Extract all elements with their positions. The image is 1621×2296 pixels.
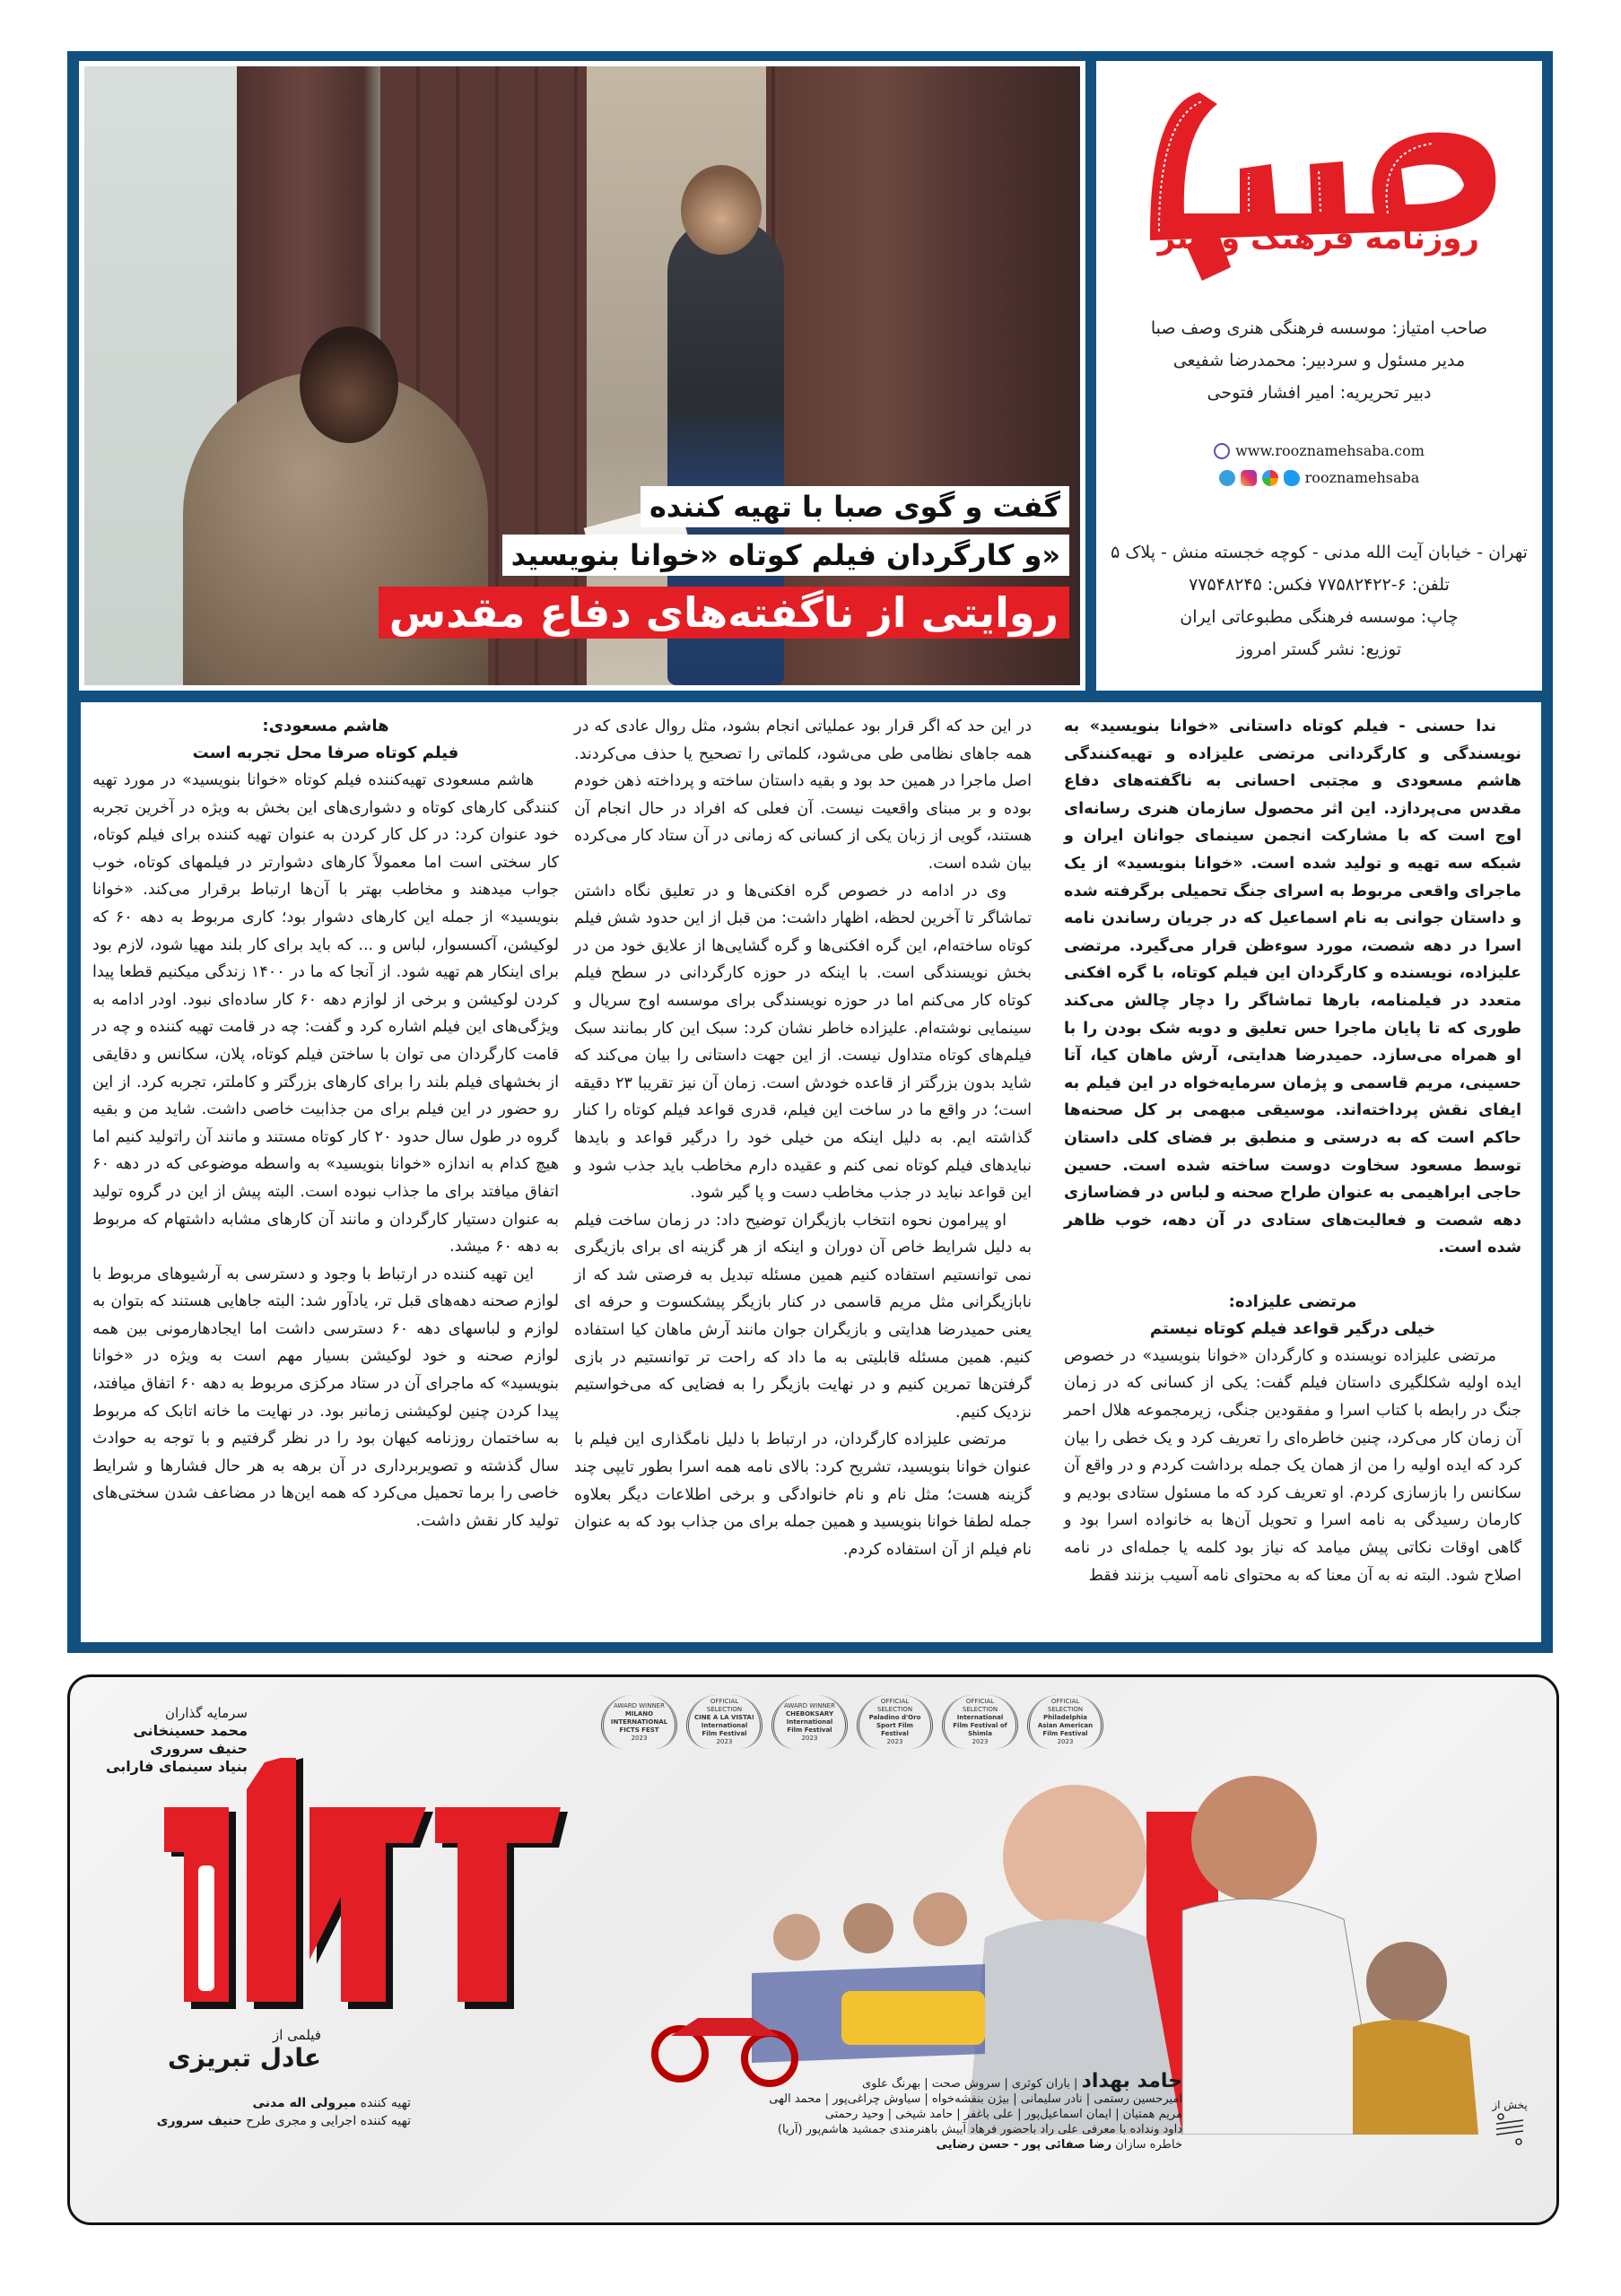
cast-line: امیرحسین رستمی | نادر سلیمانی | بیژن بنفشه‌خواه | سیاوش چراغی‌پور | محمد الهی	[769, 2092, 1182, 2106]
film-advertisement	[67, 1674, 1559, 2225]
film-title-logo-icon	[137, 1758, 586, 2018]
rubika-icon[interactable]	[1262, 470, 1278, 486]
middle-paragraph: وی در ادامه در خصوص گره افکنی‌ها و در تعلیق نگاه داشتن تماشاگر تا آخرین لحظه، اظهار داشت: من قبل از این حدود شش فیلم کوتاه ساخته‌ام، این گره افکنی‌ها و گره گشایی‌ها از علایق خود من در بخش نویسندگی است. با اینکه در حوزه کارگردانی در سطح فیلم کوتاه کار می‌کنم اما در حوزه نویسندگی برای موسسه اوج سریال و سینمایی نوشته‌ام. علیزاده خاطر نشان کرد: سبک این کار بمانند سبک فیلم‌های کوتاه متداول نیست. از این جهت داستانی را بیان می‌کند که شاید بدون بزرگتر از قاعده خودش است. زمان آن نیز تقریبا ۲۳ دقیقه است؛ در واقع ما در ساخت این فیلم، قدری قواعد فیلم کوتاه را کنار گذاشته ایم. به دلیل اینکه من خیلی خود را درگیر قواعد و بایدها نبایدهای فیلم کوتاه نمی کنم و عقیده دارم مخاطب باید جذب شود و این قواعد نباید در جذب مخاطب دست و پا گیر شود.	[574, 882, 1032, 1203]
middle-paragraph: در این حد که اگر قرار بود عملیاتی انجام بشود، مثل روال عادی که در همه جاهای نظامی طی می‌شود، کلماتی را تصحیح یا حذف می‌کردند. اصل ماجرا در همین حد بود و بقیه داستان ساخته و پرداخته ذهن خودم بوده و بر مبنای واقعیت نیست. آن فعلی که افراد در حال انجام آن هستند، گویی از زبان یکی از کسانی که زمانی در آن ستاد کار می‌کرده بیان شده است.	[574, 718, 1032, 873]
left-paragraph: هاشم مسعودی تهیه‌کننده فیلم کوتاه «خوانا بنویسید» در مورد تهیه کنندگی کارهای کوتاه و دشواری‌های این بخش به ویژه در آخرین تجربه خود عنوان کرد: در کل کار کردن به عنوان تهیه کننده برای فیلم کوتاه، کار سختی است اما معمولاً کارهای دشوارتر در فیلمهای کوتاه، خوب جواب میدهند و مخاطب بهتر با آن‌ها ارتباط برقرار می‌کند. «خوانا بنویسید» از جمله این کارهای دشوار بود؛ کاری مربوط به دهه ۶۰ که لوکیشن، آکسسوار، لباس و ... که باید برای کار بلند مهیا شود، لازم بود برای اینکار هم تهیه شود. از آنجا که ما در ۱۴۰۰ زندگی میکنیم قطعا پیدا کردن لوکیشن و برخی از لوازم دهه ۶۰ کار ساده‌ای نبود. اودر ادامه به ویژگی‌های این فیلم اشاره کرد و گفت: چه در قامت تهیه کننده و چه در قامت کارگردان می توان با ساختن فیلم کوتاه، پلان، سکانس و دقایقی از بخشهای فیلم بلند را برای کارهای بزرگتر و کاملتر، تجربه کرد. از این رو حضور در این فیلم برای من جذابیت خاصی داشت. شاید من و بقیه گروه در طول سال حدود ۲۰ کار کوتاه مستند و مانند آن راتولید کنیم اما هیچ کدام به اندازه «خوانا بنویسید» به واسطه موضوعی که در دهه ۶۰ اتفاق میافتد برای ما جذاب نبوده است. البته پیش از این در گروه تولید به عنوان دستیار کارگردان و مانند آن کارهای مشابه داشتهام که مربوط به دهه ۶۰ میشد.	[92, 771, 559, 1257]
left-paragraph: این تهیه کننده در ارتباط با وجود و دسترسی به آرشیوهای مربوط با لوازم صحنه دهه‌های قبل تر، یادآور شد: البته جاهایی هستند که بتوان به لوازم و لباسهای دهه ۶۰ دسترسی داشت اما ایجادهارمونی بین همه لوازم صحنه و خود لوکیشن بسیار مهم است به ویژه در «خوانا بنویسید» که ماجرای آن در ستاد مرکزی مربوط به دهه ۶۰ اتفاق میافتد، پیدا کردن چنین لوکیشنی زمانبر بود. در نهایت ما خانه اتابک که مربوط به ساختمان روزنامه کیهان بود را در نظر گرفتیم و با توجه به حوادث سال گذشته و تصویربرداری در آن برهه به هر حال فشارها و شرایط خاصی را برما تحمیل می‌کرد که همه این‌ها در مضاعف شدن سختی‌های تولید کار نقش داشت.	[92, 1265, 560, 1531]
main-headline: روایتی از ناگفته‌های دفاع مقدس	[379, 587, 1069, 639]
distributor-logo-icon	[1492, 2111, 1528, 2147]
article-column-left	[92, 713, 559, 1535]
memoir-names: رضا صفائی پور - حسن رضایی	[936, 2138, 1112, 2152]
article-intro: ندا حسنی - فیلم کوتاه داستانی «خوانا بنویسید» به نویسندگی و کارگردانی مرتضی علیزاده و تهیه‌کنندگی هاشم مسعودی و مجتبی احسانی به ناگفته‌های دفاع مقدس می‌پردازد. این اثر محصول سازمان هنری رسانه‌ای اوج است که با مشارکت انجمن سینمای جوانان ایران و شبکه سه تهیه و تولید شده است. «خوانا بنویسید» از یک ماجرای واقعی مربوط به اسرای جنگ تحمیلی برگرفته شده و داستان جوانی به نام اسماعیل که در جریان رساندن نامه اسرا در دهه شصت، مورد سوءظن قرار می‌گیرد. مرتضی علیزاده، نویسنده و کارگردان این فیلم کوتاه، با گره افکنی متعدد در فیلمنامه، بارها تماشاگر را دچار چالش می‌کند طوری که تا پایان ماجرا حس تعلیق و دوبه شک بودن را با او همراه می‌سازد. حمیدرضا هدایتی، آرش ماهان کیا، آتا حسینی، مریم قاسمی و پژمان سرمایه‌خواه در این فیلم به ایفای نقش پرداخته‌اند. موسیقی مبهمی بر کل صحنه‌ها حاکم است که به درستی و منطبق بر فضای کلی داستان توسط مسعود سخاوت دوست ساخته شده است. حسین حاجی ابراهیمی به عنوان طراح صحنه و لباس در فضاسازی دهه شصت و فعالیت‌های ستادی در آن دهه، خوب ظاهر شده است.	[1064, 718, 1521, 1257]
director-name: عادل تبریزی	[167, 2043, 321, 2073]
photo-man-head	[300, 326, 398, 443]
article-column-middle	[574, 713, 1032, 1563]
producer-label: تهیه کننده	[360, 2096, 411, 2110]
article-column-right	[1064, 713, 1521, 1589]
cast-lead: حامد بهداد	[1081, 2070, 1182, 2092]
printer: چاپ: موسسه فرهنگی مطبوعاتی ایران	[1180, 607, 1459, 627]
director-label: فیلمی از	[272, 2027, 321, 2043]
credit-managing-editor: دبیر تحریریه: امیر افشار فتوحی	[1207, 383, 1432, 403]
section1-speaker: مرتضی علیزاده:	[1228, 1292, 1357, 1311]
investor: بنیاد سینمای فارابی	[106, 1758, 248, 1775]
middle-paragraph: او پیرامون نحوه انتخاب بازیگران توضیح داد: در زمان ساخت فیلم به دلیل شرایط خاص آن دوران و اینکه از هر گزینه ای برای بازیگری نمی توانستیم استفاده کنیم همین مسئله تبدیل به فرصتی شد که از نابازیگرانی مثل مریم قاسمی در کنار بازیگر پیشکسوت و حرفه ای یعنی حمیدرضا هدایتی و بازیگران جوان مانند آرش ماهان کیا استفاده کنیم. همین مسئله قابلیتی به ما داد که راحت تر توانستیم در بازی گرفتن‌ها تمرین کنیم و در نهایت بازیگر را به فضایی که می‌خواستیم نزدیک کنیم.	[574, 1211, 1032, 1422]
section2-speaker: هاشم مسعودی:	[262, 717, 389, 735]
masthead	[1096, 61, 1542, 691]
social-handle[interactable]: rooznamehsaba	[1304, 469, 1420, 486]
festival-laurel: AWARD WINNER CHEBOKSARY International Film Festival 2023	[771, 1695, 848, 1749]
article-body	[81, 702, 1541, 1642]
festival-laurel: OFFICIAL SELECTION International Film Festival of Shimla 2023	[942, 1695, 1018, 1749]
lead-photo	[79, 61, 1085, 691]
cast-line: باران کوثری | سروش صحت | بهرنگ علوی	[861, 2077, 1070, 2091]
investors-label: سرمایه گذاران	[164, 1705, 248, 1721]
ad-producers	[97, 2094, 411, 2130]
telegram-icon[interactable]	[1219, 470, 1235, 486]
globe-icon	[1214, 443, 1230, 459]
masthead-web	[1096, 438, 1542, 491]
masthead-credits	[1096, 312, 1542, 409]
exec-producer-name: حنیف سروری	[156, 2114, 242, 2128]
investor: محمد حسینخانی	[133, 1722, 248, 1739]
festival-laurels	[601, 1695, 1103, 1749]
festival-laurel: OFFICIAL SELECTION Philadelphia Asian American Film Festival 2023	[1027, 1695, 1103, 1749]
exec-producer-label: تهیه کننده اجرایی و مجری طرح	[246, 2114, 411, 2128]
middle-paragraph: مرتضی علیزاده کارگردان، در ارتباط با دلیل نامگذاری این فیلم با عنوان خوانا بنویسید، تشریح کرد: بالای نامه همه اسرا بطور تایپی چند گزینه هست؛ مثل نام و نام خانوادگی و برخی اطلاعات دیگر بعلاوه جمله لطفا خوانا بنویسید و همین جمله برای من جذاب بود که به عنوان نام فیلم از آن استفاده کردم.	[574, 1431, 1032, 1559]
address: تهران - خیابان آیت الله مدنی - کوچه خجسته منش - پلاک ۵	[1111, 543, 1528, 562]
masthead-tagline: روزنامه فرهنگ و هنر	[1157, 221, 1479, 257]
cast-line: داود ونداده با معرفی علی راد باحضور فرهاد آییش باهنرمندی جمشید هاشم‌پور (آریا)	[777, 2123, 1182, 2136]
twitter-icon[interactable]	[1284, 470, 1300, 486]
headline-kicker-2: و کارگردان فیلم کوتاه «خوانا بنویسید»	[502, 535, 1069, 576]
festival-laurel: AWARD WINNER MILANO INTERNATIONAL FICTS FEST 2023	[601, 1695, 677, 1749]
investor: حنیف سروری	[150, 1740, 248, 1757]
festival-laurel: OFFICIAL SELECTION CINE A LA VISTA! International Film Festival 2023	[686, 1695, 763, 1749]
section1-body: مرتضی علیزاده نویسنده و کارگردان «خوانا بنویسید» در خصوص ایده اولیه شکلگیری داستان فیلم گفت: یکی از کسانی که در زمان جنگ در رابطه با کتاب اسرا و مفقودین جنگی، زیرمجموعه هلال احمر آن زمان کار می‌کرد، چنین خاطره‌ای را تعریف کرد و یک خطی را بیان کرد که ایده اولیه را من از همان یک جمله برداشت کردم و در واقع آن سکانس را بازسازی کردم. او تعریف کرد که ما مسئول ستادی بودیم و کارمان رسیدگی به نامه اسرا و تحویل آن‌ها به خانواده اسرا بود و گاهی اوقات نکاتی پیش میامد که نیاز بود کلمه یا جمله‌ای در نامه اصلاح شود. البته نه به آن معنا که به محتوای نامه آسیب بزنند فقط	[1064, 1346, 1521, 1585]
memoir-label: خاطره سازان	[1115, 2138, 1182, 2152]
credit-owner: صاحب امتیاز: موسسه فرهنگی هنری وصف صبا	[1150, 318, 1488, 338]
festival-laurel: OFFICIAL SELECTION Paladino d'Oro Sport Film Festival 2023	[857, 1695, 933, 1749]
distributor-label: پخش از	[1492, 2099, 1528, 2111]
masthead-contact	[1096, 536, 1542, 665]
ad-director	[160, 2027, 321, 2073]
phone-fax: تلفن: ۶-۷۷۵۸۲۴۲۲ فکس: ۷۷۵۴۸۲۴۵	[1189, 575, 1450, 595]
website-link[interactable]: www.rooznamehsaba.com	[1235, 442, 1425, 459]
credit-editor-in-chief: مدیر مسئول و سردبیر: محمدرضا شفیعی	[1172, 351, 1466, 370]
instagram-icon[interactable]	[1241, 470, 1257, 486]
ad-distributor	[1478, 2099, 1541, 2150]
producer-name: میرولی اله مدنی	[252, 2096, 357, 2110]
photo-boy-head	[681, 165, 762, 255]
cast-line: مریم همتیان | ایمان اسماعیل‌پور | علی باغفر | حامد شیخی | وحید رحمتی	[824, 2108, 1182, 2121]
ad-cast-credits: حامد بهداد | باران کوثری | سروش صحت | بهرنگ علوی امیرحسین رستمی | نادر سلیمانی | بیژن بنفشه‌خواه | سیاوش چراغی‌پور | محمد الهی مریم همتیان | ایمان اسماعیل‌پور | علی باغفر | حامد شیخی | وحید رحمتی داود ونداده با معرفی علی راد باحضور فرهاد آییش باهنرمندی جمشید هاشم‌پور (آریا) خاطره سازان رضا صفائی پور - حسن رضایی	[536, 2074, 1182, 2152]
headline-kicker-1: گفت و گوی صبا با تهیه کننده	[641, 486, 1069, 527]
distributor: توزیع: نشر گستر امروز	[1236, 639, 1402, 659]
section1-title: خیلی درگیر قواعد فیلم کوتاه نیستم	[1149, 1318, 1436, 1338]
section2-title: فیلم کوتاه صرفا محل تجربه است	[192, 744, 459, 762]
